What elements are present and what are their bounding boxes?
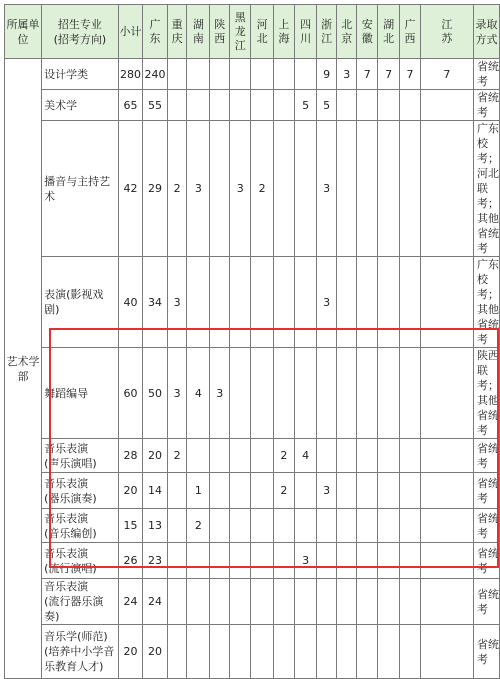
quota-cell: [295, 257, 317, 348]
quota-cell: [357, 439, 378, 473]
total-cell: 15: [118, 509, 143, 543]
quota-cell: [167, 90, 187, 121]
quota-cell: 5: [317, 90, 337, 121]
quota-cell: 1: [187, 473, 210, 509]
quota-cell: 9: [317, 59, 337, 90]
quota-cell: 7: [378, 59, 400, 90]
mode-cell: 省统考: [474, 509, 500, 543]
quota-cell: [378, 509, 400, 543]
quota-cell: [378, 121, 400, 257]
major-cell: 表演(影视戏剧): [42, 257, 119, 348]
header-province: 黑龙江: [230, 5, 251, 59]
quota-cell: 14: [143, 473, 168, 509]
header-province: 重庆: [167, 5, 187, 59]
quota-cell: [251, 257, 273, 348]
major-cell: 音乐表演 (音乐编创): [42, 509, 119, 543]
major-cell: 音乐表演 (流行演唱): [42, 543, 119, 579]
admission-plan-table: [4, 4, 500, 679]
table-row: [5, 509, 500, 543]
unit-cell: 艺术学部: [5, 59, 42, 679]
quota-cell: [210, 121, 230, 257]
quota-cell: [357, 625, 378, 679]
total-cell: 42: [118, 121, 143, 257]
quota-cell: [357, 509, 378, 543]
quota-cell: [295, 579, 317, 625]
quota-cell: [167, 579, 187, 625]
quota-cell: [378, 579, 400, 625]
quota-cell: [273, 90, 294, 121]
table-row: [5, 348, 500, 439]
header-province: 江苏: [420, 5, 473, 59]
quota-cell: 240: [143, 59, 168, 90]
quota-cell: [336, 625, 357, 679]
quota-cell: [400, 439, 421, 473]
quota-cell: [420, 257, 473, 348]
quota-cell: [420, 543, 473, 579]
quota-cell: [187, 59, 210, 90]
quota-cell: [251, 348, 273, 439]
quota-cell: [230, 59, 251, 90]
quota-cell: 3: [167, 348, 187, 439]
quota-cell: [230, 348, 251, 439]
quota-cell: [420, 348, 473, 439]
quota-cell: [378, 257, 400, 348]
header-province: 北京: [336, 5, 357, 59]
quota-cell: [317, 509, 337, 543]
quota-cell: [400, 257, 421, 348]
quota-cell: [357, 579, 378, 625]
quota-cell: 3: [210, 348, 230, 439]
admission-table-container: [4, 4, 500, 679]
quota-cell: [273, 543, 294, 579]
quota-cell: [251, 90, 273, 121]
quota-cell: [210, 90, 230, 121]
quota-cell: [251, 543, 273, 579]
quota-cell: [336, 509, 357, 543]
quota-cell: [210, 625, 230, 679]
quota-cell: [420, 625, 473, 679]
quota-cell: [273, 625, 294, 679]
header-major: 招生专业 (招考方向): [42, 5, 119, 59]
quota-cell: 3: [317, 257, 337, 348]
quota-cell: [336, 439, 357, 473]
quota-cell: [230, 90, 251, 121]
quota-cell: [400, 473, 421, 509]
header-province: 河北: [251, 5, 273, 59]
quota-cell: 3: [230, 121, 251, 257]
header-province: 湖南: [187, 5, 210, 59]
quota-cell: 24: [143, 579, 168, 625]
total-cell: 24: [118, 579, 143, 625]
quota-cell: [357, 121, 378, 257]
quota-cell: [251, 59, 273, 90]
quota-cell: 2: [167, 121, 187, 257]
quota-cell: 50: [143, 348, 168, 439]
quota-cell: 20: [143, 625, 168, 679]
quota-cell: 34: [143, 257, 168, 348]
quota-cell: 23: [143, 543, 168, 579]
quota-cell: [187, 90, 210, 121]
header-province: 湖北: [378, 5, 400, 59]
quota-cell: 2: [273, 473, 294, 509]
total-cell: 20: [118, 625, 143, 679]
quota-cell: 5: [295, 90, 317, 121]
quota-cell: 7: [357, 59, 378, 90]
quota-cell: [336, 543, 357, 579]
quota-cell: [317, 348, 337, 439]
quota-cell: [357, 257, 378, 348]
mode-cell: 省统考: [474, 59, 500, 90]
quota-cell: [420, 121, 473, 257]
quota-cell: [230, 257, 251, 348]
quota-cell: [400, 348, 421, 439]
quota-cell: 7: [400, 59, 421, 90]
quota-cell: 2: [187, 509, 210, 543]
quota-cell: [317, 439, 337, 473]
total-cell: 60: [118, 348, 143, 439]
quota-cell: [210, 543, 230, 579]
quota-cell: [295, 121, 317, 257]
quota-cell: [378, 348, 400, 439]
quota-cell: 2: [273, 439, 294, 473]
quota-cell: [357, 348, 378, 439]
header-mode: 录取方式: [474, 5, 500, 59]
header-unit: 所属单位: [5, 5, 42, 59]
quota-cell: [400, 509, 421, 543]
quota-cell: [400, 579, 421, 625]
quota-cell: [187, 257, 210, 348]
header-province: 安徽: [357, 5, 378, 59]
quota-cell: [400, 625, 421, 679]
quota-cell: [273, 59, 294, 90]
quota-cell: 2: [167, 439, 187, 473]
mode-cell: 广东校考；其他省统考: [474, 257, 500, 348]
quota-cell: [187, 439, 210, 473]
quota-cell: [230, 473, 251, 509]
table-row: [5, 90, 500, 121]
quota-cell: [295, 348, 317, 439]
quota-cell: [336, 90, 357, 121]
header-row: [5, 5, 500, 59]
mode-cell: 省统考: [474, 90, 500, 121]
quota-cell: 3: [187, 121, 210, 257]
quota-cell: [167, 543, 187, 579]
mode-cell: 广东校考；河北联考；其他省统考: [474, 121, 500, 257]
quota-cell: [317, 625, 337, 679]
table-body: [5, 59, 500, 679]
major-cell: 音乐表演 (器乐演奏): [42, 473, 119, 509]
total-cell: 28: [118, 439, 143, 473]
quota-cell: [295, 473, 317, 509]
table-row: [5, 59, 500, 90]
mode-cell: 省统考: [474, 625, 500, 679]
quota-cell: [230, 625, 251, 679]
quota-cell: [378, 625, 400, 679]
major-cell: 音乐表演 (声乐演唱): [42, 439, 119, 473]
mode-cell: 省统考: [474, 579, 500, 625]
quota-cell: [187, 543, 210, 579]
quota-cell: [167, 59, 187, 90]
quota-cell: [420, 509, 473, 543]
quota-cell: [251, 473, 273, 509]
quota-cell: [251, 439, 273, 473]
major-cell: 音乐学(师范)(培养中小学音乐教育人才): [42, 625, 119, 679]
table-row: [5, 625, 500, 679]
quota-cell: [336, 579, 357, 625]
quota-cell: [251, 579, 273, 625]
total-cell: 26: [118, 543, 143, 579]
mode-cell: 省统考: [474, 473, 500, 509]
quota-cell: [273, 579, 294, 625]
header-province: 四川: [295, 5, 317, 59]
quota-cell: 4: [295, 439, 317, 473]
quota-cell: 3: [295, 543, 317, 579]
quota-cell: [273, 348, 294, 439]
quota-cell: 20: [143, 439, 168, 473]
quota-cell: 7: [420, 59, 473, 90]
header-total: 小计: [118, 5, 143, 59]
quota-cell: [210, 257, 230, 348]
quota-cell: [295, 59, 317, 90]
quota-cell: [317, 543, 337, 579]
mode-cell: 省统考: [474, 543, 500, 579]
quota-cell: [400, 121, 421, 257]
total-cell: 20: [118, 473, 143, 509]
quota-cell: [230, 543, 251, 579]
major-cell: 音乐表演 (流行器乐演奏): [42, 579, 119, 625]
table-row: [5, 257, 500, 348]
total-cell: 65: [118, 90, 143, 121]
quota-cell: [420, 90, 473, 121]
quota-cell: [336, 121, 357, 257]
quota-cell: [210, 509, 230, 543]
quota-cell: [295, 625, 317, 679]
quota-cell: [167, 625, 187, 679]
header-province: 陕西: [210, 5, 230, 59]
major-cell: 舞蹈编导: [42, 348, 119, 439]
major-cell: 美术学: [42, 90, 119, 121]
quota-cell: [295, 509, 317, 543]
quota-cell: 3: [317, 121, 337, 257]
mode-cell: 省统考: [474, 439, 500, 473]
quota-cell: [400, 90, 421, 121]
quota-cell: [273, 257, 294, 348]
header-province: 上海: [273, 5, 294, 59]
quota-cell: 3: [167, 257, 187, 348]
quota-cell: [357, 90, 378, 121]
quota-cell: 3: [317, 473, 337, 509]
quota-cell: [273, 509, 294, 543]
quota-cell: [251, 509, 273, 543]
table-row: [5, 121, 500, 257]
quota-cell: [230, 509, 251, 543]
quota-cell: [336, 257, 357, 348]
quota-cell: [378, 473, 400, 509]
major-cell: 播音与主持艺术: [42, 121, 119, 257]
header-province: 浙江: [317, 5, 337, 59]
quota-cell: [210, 473, 230, 509]
quota-cell: [420, 473, 473, 509]
quota-cell: [378, 90, 400, 121]
table-row: [5, 579, 500, 625]
total-cell: 280: [118, 59, 143, 90]
table-row: [5, 473, 500, 509]
quota-cell: 29: [143, 121, 168, 257]
quota-cell: 4: [187, 348, 210, 439]
quota-cell: [230, 439, 251, 473]
quota-cell: [251, 625, 273, 679]
quota-cell: 3: [336, 59, 357, 90]
header-province: 广东: [143, 5, 168, 59]
quota-cell: [230, 579, 251, 625]
table-row: [5, 543, 500, 579]
quota-cell: [187, 579, 210, 625]
quota-cell: [420, 579, 473, 625]
quota-cell: [400, 543, 421, 579]
header-province: 广西: [400, 5, 421, 59]
quota-cell: [167, 509, 187, 543]
quota-cell: [357, 543, 378, 579]
quota-cell: [378, 439, 400, 473]
quota-cell: [336, 348, 357, 439]
quota-cell: [273, 121, 294, 257]
quota-cell: [187, 625, 210, 679]
quota-cell: [378, 543, 400, 579]
major-cell: 设计学类: [42, 59, 119, 90]
quota-cell: [167, 473, 187, 509]
table-row: [5, 439, 500, 473]
quota-cell: [357, 473, 378, 509]
quota-cell: 2: [251, 121, 273, 257]
quota-cell: [210, 59, 230, 90]
quota-cell: [336, 473, 357, 509]
mode-cell: 陕西联考；其他省统考: [474, 348, 500, 439]
total-cell: 40: [118, 257, 143, 348]
quota-cell: [420, 439, 473, 473]
quota-cell: [317, 579, 337, 625]
quota-cell: 13: [143, 509, 168, 543]
quota-cell: [210, 439, 230, 473]
quota-cell: 55: [143, 90, 168, 121]
quota-cell: [210, 579, 230, 625]
